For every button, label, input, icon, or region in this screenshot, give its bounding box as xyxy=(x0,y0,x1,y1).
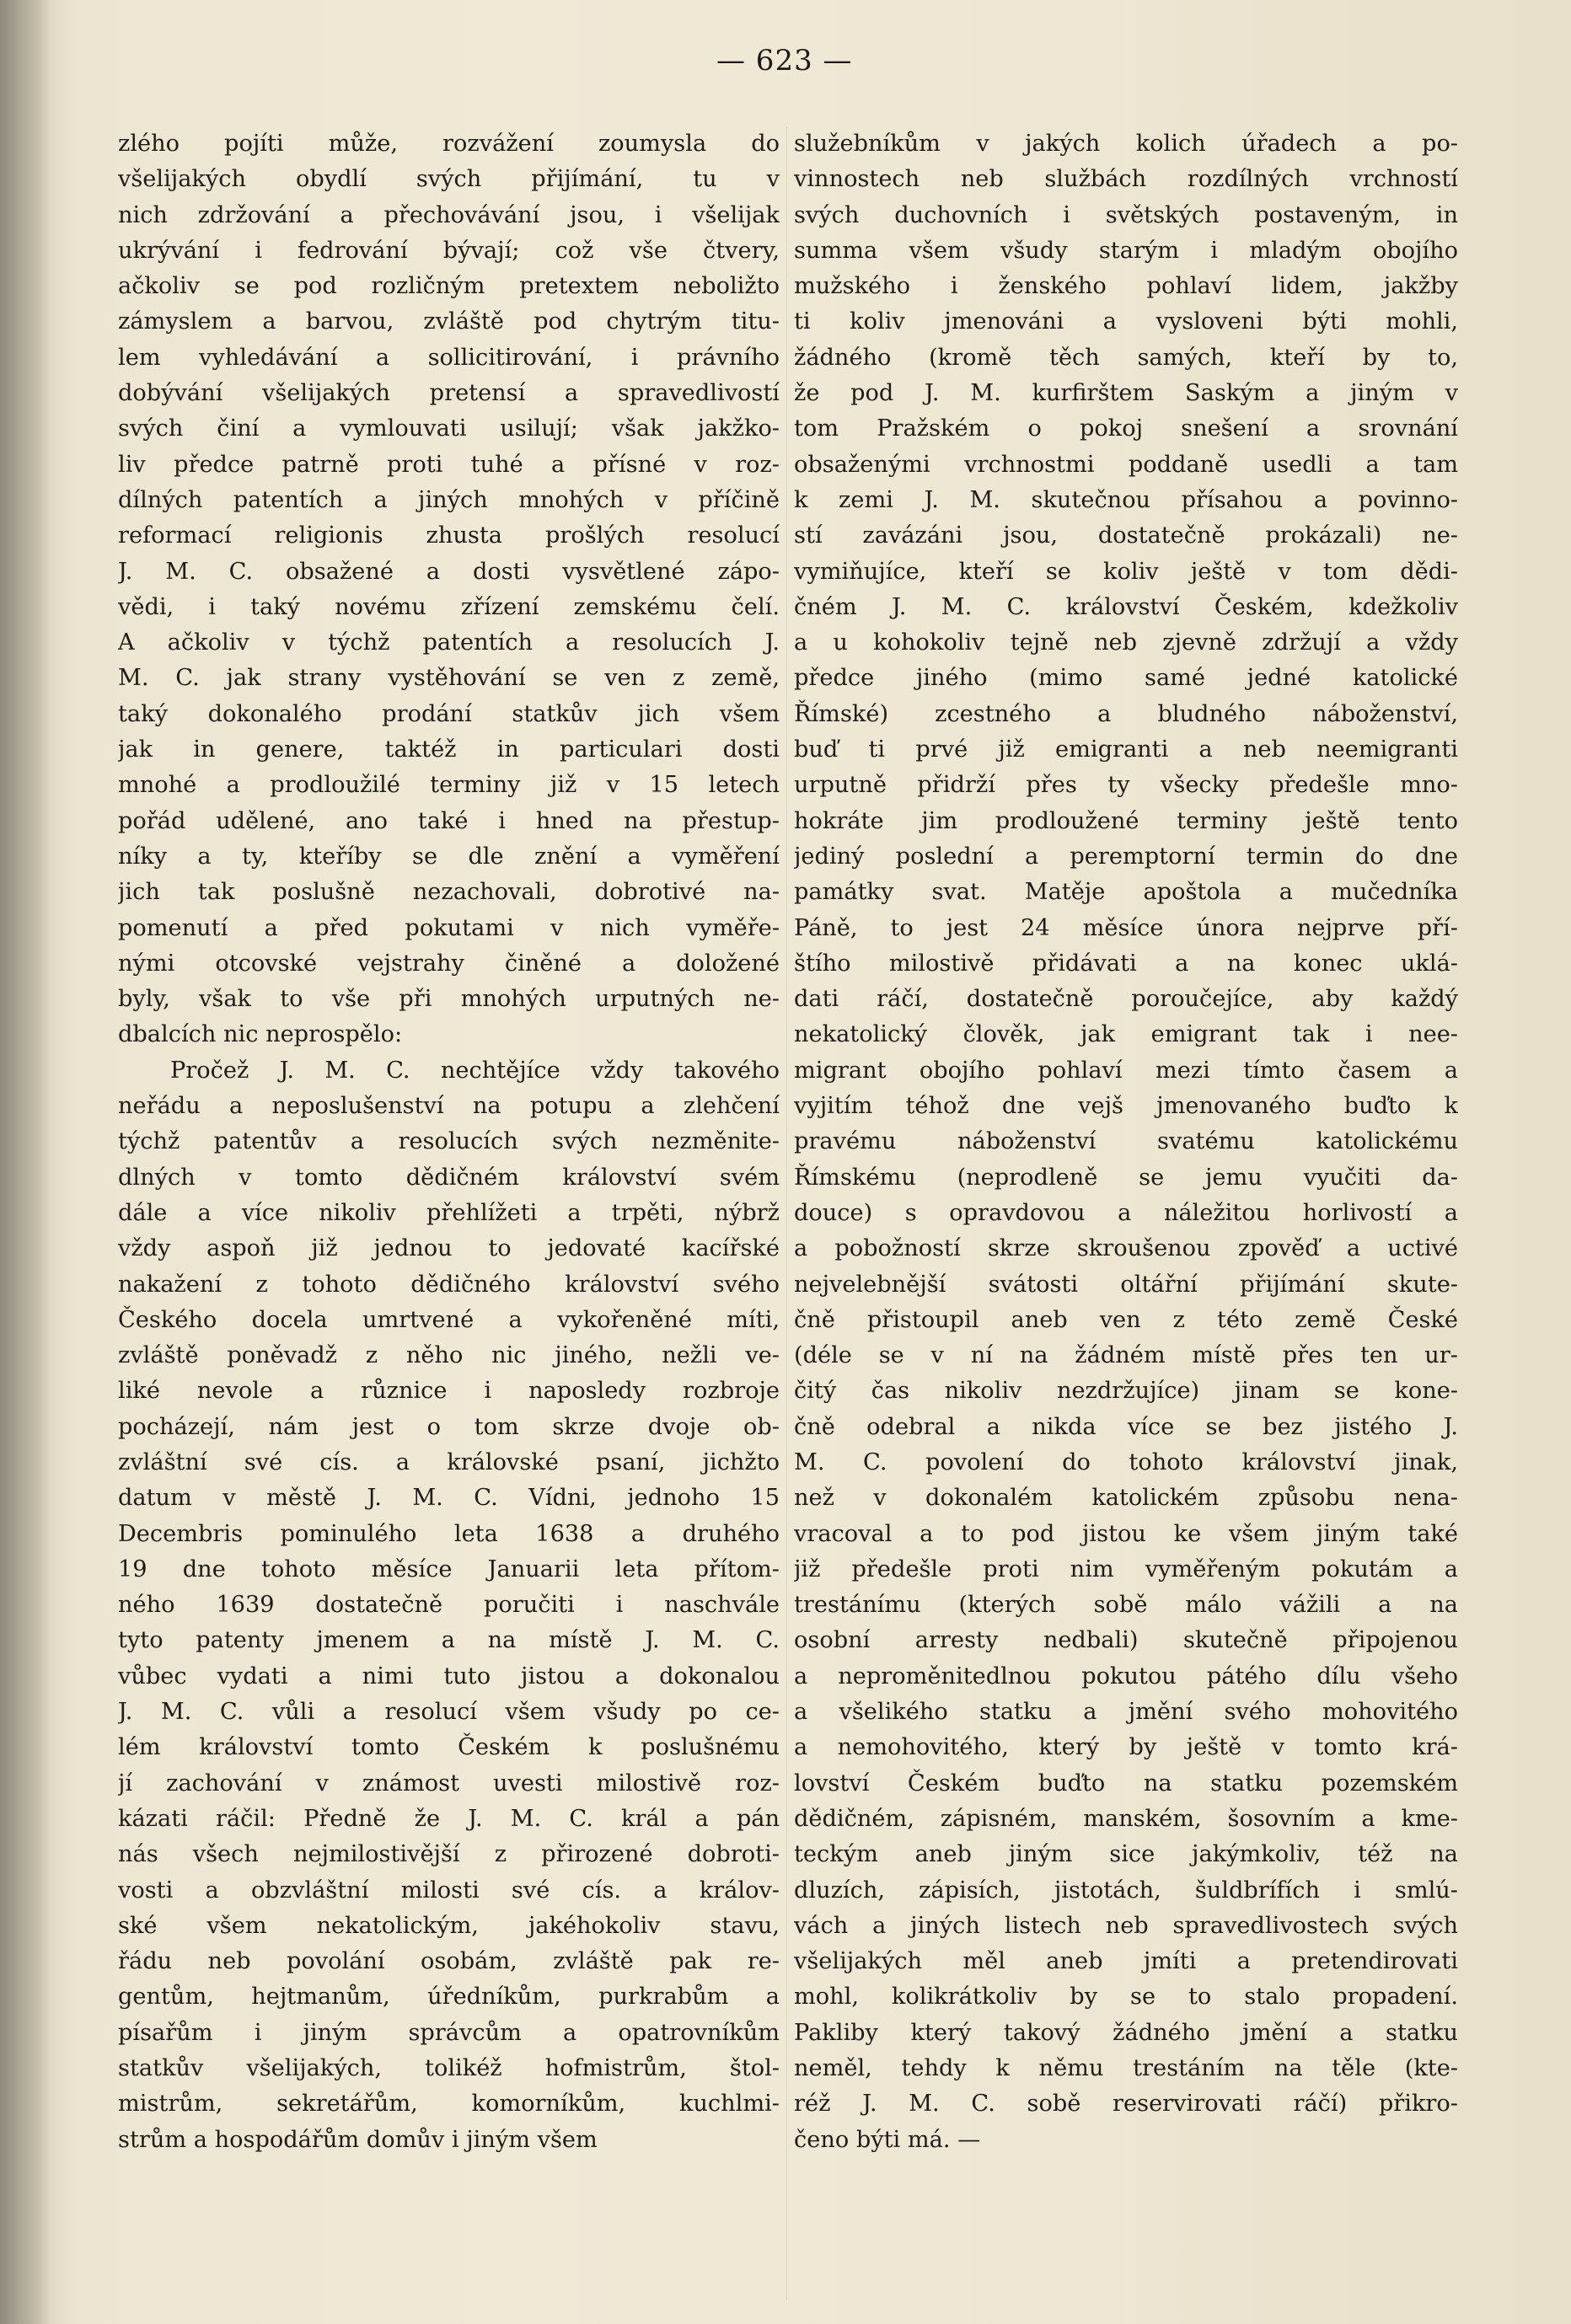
text-line: než v dokonalém katolickém způsobu nena- xyxy=(794,1485,1458,1512)
text-line: (déle se v ní na žádném místě přes ten ur- xyxy=(794,1342,1458,1369)
text-line: lem vyhledávání a sollicitirování, i právního xyxy=(118,344,780,371)
text-line: svých duchovních i světských postaveným, in xyxy=(794,201,1458,228)
text-line: liké nevole a různice i naposledy rozbroje xyxy=(118,1378,780,1405)
text-line: řádu neb povolání osobám, zvláště pak re- xyxy=(118,1948,780,1975)
text-line: pořád udělené, ano také i hned na přestup- xyxy=(118,807,780,834)
text-line: jich tak poslušně nezachovali, dobrotivé na- xyxy=(118,879,780,906)
text-line: ukrývání i fedrování bývají; což vše čtvery, xyxy=(118,237,780,264)
text-line: migrant obojího pohlaví mezi tímto časem a xyxy=(794,1057,1458,1084)
text-line: čeno býti má. — xyxy=(794,2126,981,2153)
text-line: čně přistoupil aneb ven z této země České xyxy=(794,1306,1458,1333)
text-line: vědi, i taký novému zřízení zemskému čelí. xyxy=(118,593,780,620)
text-line: a nemohovitého, který by ještě v tomto krá- xyxy=(794,1734,1458,1761)
text-line: datum v městě J. M. C. Vídni, jednoho 15 xyxy=(118,1485,780,1512)
left-text-column xyxy=(118,126,780,2158)
text-line: mistrům, sekretářům, komorníkům, kuchlmi- xyxy=(118,2091,780,2118)
text-line: douce) s opravdovou a náležitou horlivostí a xyxy=(794,1199,1458,1226)
text-line: réž J. M. C. sobě reservirovati ráčí) přikro- xyxy=(794,2091,1458,2118)
column-gutter xyxy=(786,126,787,2300)
text-line: summa všem všudy starým i mladým obojího xyxy=(794,237,1458,264)
text-line: nekatolický člověk, jak emigrant tak i nee- xyxy=(794,1021,1458,1048)
text-line: Římskému (neprodleně se jemu vyučiti da- xyxy=(794,1164,1458,1191)
text-line: statkův všelijakých, tolikéž hofmistrům, štol- xyxy=(118,2055,780,2082)
text-line: a všelikého statku a jmění svého mohovitého xyxy=(794,1699,1458,1726)
text-line: a u kohokoliv tejně neb zjevně zdržují a vždy xyxy=(794,629,1458,656)
text-line: služebníkům v jakých kolich úřadech a po- xyxy=(794,131,1458,157)
text-line: dluzích, zápisích, jistotách, šuldbrífích i smlú- xyxy=(794,1877,1458,1904)
text-line: zlého pojíti může, rozvážení zoumysla do xyxy=(118,131,780,157)
text-line: týchž patentův a resolucích svých nezměnite- xyxy=(118,1128,780,1155)
text-line: M. C. povolení do tohoto království jinak, xyxy=(794,1448,1458,1475)
text-line: štího milostivě přidávati a na konec uklá- xyxy=(794,950,1458,977)
text-line: ného 1639 dostatečně poručiti i naschvále xyxy=(118,1592,780,1619)
text-line: Decembris pominulého leta 1638 a druhého xyxy=(118,1520,780,1547)
text-line: pomenutí a před pokutami v nich vyměře- xyxy=(118,914,780,941)
text-line: jak in genere, taktéž in particulari dosti xyxy=(118,736,780,763)
text-line: Římské) zcestného a bludného náboženství, xyxy=(794,700,1458,727)
text-line: dále a více nikoliv přehlížeti a trpěti, nýbrž xyxy=(118,1199,780,1226)
text-line: vách a jiných listech neb spravedlivostech svých xyxy=(794,1912,1458,1939)
text-line: vinnostech neb službách rozdílných vrchností xyxy=(794,166,1458,193)
text-line: mužského i ženského pohlaví lidem, jakžby xyxy=(794,273,1458,300)
text-line: zvláštní své cís. a královské psaní, jichžto xyxy=(118,1448,780,1475)
text-line: vracoval a to pod jistou ke všem jiným také xyxy=(794,1520,1458,1547)
text-line: ačkoliv se pod rozličným pretextem neboližto xyxy=(118,273,780,300)
text-line: níky a ty, kteříby se dle znění a vyměření xyxy=(118,843,780,870)
text-line: teckým aneb jiným sice jakýmkoliv, též na xyxy=(794,1841,1458,1868)
text-line: mnohé a prodloužilé terminy již v 15 letech xyxy=(118,772,780,799)
text-line: strům a hospodářům domův i jiným všem xyxy=(118,2126,598,2153)
text-line: J. M. C. obsažené a dosti vysvětlené zápo- xyxy=(118,558,780,585)
text-line: J. M. C. vůli a resolucí všem všudy po ce- xyxy=(118,1699,780,1726)
text-line: vosti a obzvláštní milosti své cís. a králov- xyxy=(118,1877,780,1904)
text-line: dobývání všelijakých pretensí a spravedlivostí xyxy=(118,380,780,407)
text-line: Českého docela umrtvené a vykořeněné míti, xyxy=(118,1306,780,1333)
text-line: a pobožností skrze skroušenou zpověď a uctivé xyxy=(794,1235,1458,1262)
text-line: vymiňujíce, kteří se koliv ještě v tom dědi- xyxy=(794,558,1458,585)
text-line: jí zachování v známost uvesti milostivě roz- xyxy=(118,1770,780,1797)
text-line: pocházejí, nám jest o tom skrze dvoje ob- xyxy=(118,1413,780,1440)
text-line: taký dokonalého prodání statkův jich všem xyxy=(118,700,780,727)
text-line: neměl, tehdy k němu trestáním na těle (kte- xyxy=(794,2055,1458,2082)
text-line: kázati ráčil: Předně že J. M. C. král a pán xyxy=(118,1805,780,1832)
text-line: lovství Českém buďto na statku pozemském xyxy=(794,1770,1458,1797)
text-line: tom Pražském o pokoj snešení a srovnání xyxy=(794,415,1458,442)
text-line: vždy aspoň již jednou to jedovaté kacířské xyxy=(118,1235,780,1262)
text-line: hokráte jim prodloužené terminy ještě tento xyxy=(794,807,1458,834)
page-number: — 623 — xyxy=(716,44,853,78)
text-line: zvláště poněvadž z něho nic jiného, nežli ve- xyxy=(118,1342,780,1369)
text-line: dlných v tomto dědičném království svém xyxy=(118,1164,780,1191)
text-line: jediný poslední a peremptorní termin do dne xyxy=(794,843,1458,870)
text-line: trestánímu (kterých sobě málo vážili a na xyxy=(794,1592,1458,1619)
text-line: reformací religionis zhusta prošlých resolucí xyxy=(118,522,780,549)
text-line: všelijakých obydlí svých přijímání, tu v xyxy=(118,166,780,193)
text-line: čně odebral a nikda více se bez jistého J. xyxy=(794,1413,1458,1440)
text-line: nás všech nejmilostivější z přirozené dobroti- xyxy=(118,1841,780,1868)
text-line: urputně přidrží přes ty všecky předešle mno- xyxy=(794,772,1458,799)
text-line: že pod J. M. kurfirštem Saským a jiným v xyxy=(794,380,1458,407)
text-line: Pročež J. M. C. nechtějíce vždy takového xyxy=(170,1057,780,1084)
text-line: památky svat. Matěje apoštola a mučedníka xyxy=(794,879,1458,906)
text-line: stí zavázáni jsou, dostatečně prokázali) ne- xyxy=(794,522,1458,549)
text-line: již předešle proti nim vyměřeným pokutám a xyxy=(794,1556,1458,1582)
text-line: písařům i jiným správcům a opatrovníkům xyxy=(118,2019,780,2046)
text-line: ti koliv jmenováni a vysloveni býti mohli, xyxy=(794,308,1458,335)
text-line: mohl, kolikrátkoliv by se to stalo propadení. xyxy=(794,1984,1458,2011)
text-line: byly, však to vše při mnohých urputných ne- xyxy=(118,986,780,1013)
text-line: dati ráčí, dostatečně poroučejíce, aby každý xyxy=(794,986,1458,1013)
text-line: dbalcích nic neprospělo: xyxy=(118,1021,403,1048)
text-line: Páně, to jest 24 měsíce února nejprve pří- xyxy=(794,914,1458,941)
text-line: vyjitím téhož dne vejš jmenovaného buďto k xyxy=(794,1093,1458,1120)
text-line: ské všem nekatolickým, jakéhokoliv stavu, xyxy=(118,1912,780,1939)
text-line: předce jiného (mimo samé jedné katolické xyxy=(794,665,1458,692)
text-line: dědičném, zápisném, manském, šosovním a kme- xyxy=(794,1805,1458,1832)
text-line: a neproměnitedlnou pokutou pátého dílu všeho xyxy=(794,1663,1458,1689)
book-spine-shadow xyxy=(0,0,51,2324)
text-line: buď ti prvé již emigranti a neb neemigranti xyxy=(794,736,1458,763)
text-line: všelijakých měl aneb jmíti a pretendirovati xyxy=(794,1948,1458,1975)
text-line: zámyslem a barvou, zvláště pod chytrým titu- xyxy=(118,308,780,335)
text-line: osobní arresty nedbali) skutečně připojenou xyxy=(794,1627,1458,1654)
text-line: nich zdržování a přechovávání jsou, i všelijak xyxy=(118,201,780,228)
text-line: 19 dne tohoto měsíce Januarii leta přítom- xyxy=(118,1556,780,1582)
text-line: A ačkoliv v týchž patentích a resolucích J. xyxy=(118,629,780,656)
text-line: M. C. jak strany vystěhování se ven z země, xyxy=(118,665,780,692)
text-line: Pakliby který takový žádného jmění a statku xyxy=(794,2019,1458,2046)
text-line: dílných patentích a jiných mnohých v příčině xyxy=(118,486,780,513)
text-line: žádného (kromě těch samých, kteří by to, xyxy=(794,344,1458,371)
text-line: nakažení z tohoto dědičného království svého xyxy=(118,1271,780,1298)
text-line: lém království tomto Českém k poslušnému xyxy=(118,1734,780,1761)
text-line: nými otcovské vejstrahy činěné a doložené xyxy=(118,950,780,977)
text-line: neřádu a neposlušenství na potupu a zlehčení xyxy=(118,1093,780,1120)
text-line: tyto patenty jmenem a na místě J. M. C. xyxy=(118,1627,780,1654)
text-line: liv předce patrně proti tuhé a přísné v roz- xyxy=(118,451,780,478)
text-line: gentům, hejtmanům, úředníkům, purkrabům a xyxy=(118,1984,780,2011)
text-line: vůbec vydati a nimi tuto jistou a dokonalou xyxy=(118,1663,780,1689)
text-line: svých činí a vymlouvati usilují; však jakžko- xyxy=(118,415,780,442)
text-line: čném J. M. C. království Českém, kdežkoliv xyxy=(794,593,1458,620)
right-text-column xyxy=(794,126,1458,2158)
text-line: nejvelebnější svátosti oltářní přijímání skute- xyxy=(794,1271,1458,1298)
text-line: čitý čas nikoliv nezdržujíce) jinam se kone- xyxy=(794,1378,1458,1405)
text-line: pravému náboženství svatému katolickému xyxy=(794,1128,1458,1155)
text-line: k zemi J. M. skutečnou přísahou a povinno- xyxy=(794,486,1458,513)
text-line: obsaženými vrchnostmi poddaně usedli a tam xyxy=(794,451,1458,478)
